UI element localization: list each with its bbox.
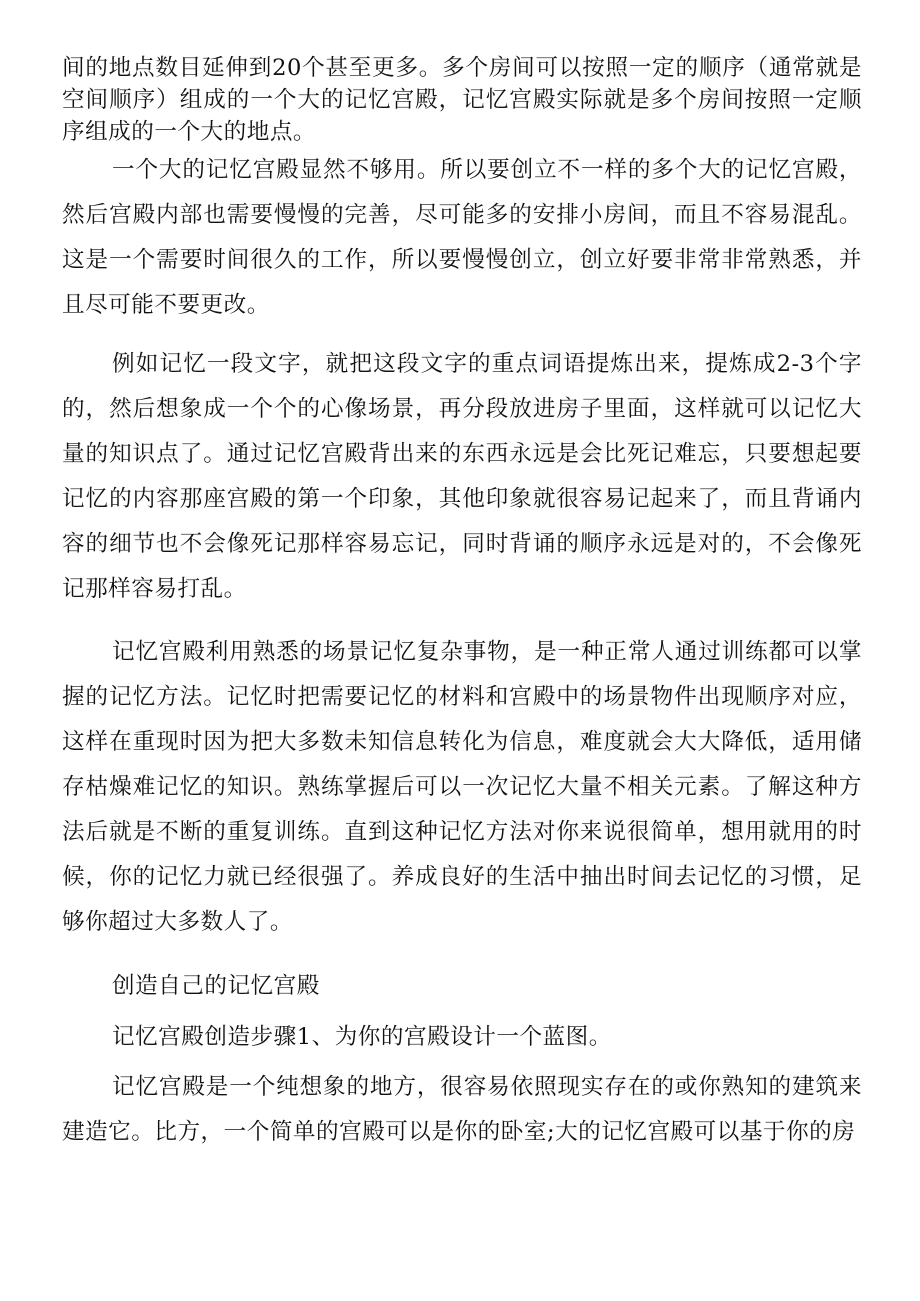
paragraph-palace-blueprint: 记忆宫殿是一个纯想象的地方，很容易依照现实存在的或你熟知的建筑来建造它。比方，一个简单的宫殿可以是你的卧室;大的记忆宫殿可以基于你的房 — [62, 1074, 862, 1145]
paragraph-room-sequence: 间的地点数目延伸到20个甚至更多。多个房间可以按照一定的顺序（通常就是空间顺序）组成的一个大的记忆宫殿，记忆宫殿实际就是多个房间按照一定顺序组成的一个大的地点。 — [62, 55, 862, 145]
paragraph-text-memorization: 例如记忆一段文字，就把这段文字的重点词语提炼出来，提炼成2-3个字的，然后想象成一个个的心像场景，再分段放进房子里面，这样就可以记忆大量的知识点了。通过记忆宫殿背出来的东西永远是会比死记难忘，只要想起要记忆的内容那座宫殿的第一个印象，其他印象就很容易记起来了，而且背诵内容的细节也不会像死记那样容易忘记，同时背诵的顺序永远是对的，不会像死记那样容易打乱。 — [62, 351, 862, 602]
paragraph-palace-method: 记忆宫殿利用熟悉的场景记忆复杂事物，是一种正常人通过训练都可以掌握的记忆方法。记忆时把需要记忆的材料和宫殿中的场景物件出现顺序对应，这样在重现时因为把大多数未知信息转化为信息，难度就会大大降低，适用储存枯燥难记忆的知识。熟练掌握后可以一次记忆大量不相关元素。了解这种方法后就是不断的重复训练。直到这种记忆方法对你来说很简单，想用就用的时候，你的记忆力就已经很强了。养成良好的生活中抽出时间去记忆的习惯，足够你超过大多数人了。 — [62, 639, 862, 935]
section-heading-create-palace: 创造自己的记忆宫殿 — [112, 973, 320, 999]
paragraph-multiple-palaces: 一个大的记忆宫殿显然不够用。所以要创立不一样的多个大的记忆宫殿，然后宫殿内部也需要慢慢的完善，尽可能多的安排小房间，而且不容易混乱。这是一个需要时间很久的工作，所以要慢慢创立，创立好要非常非常熟悉，并且尽可能不要更改。 — [62, 157, 862, 318]
step-1-heading: 记忆宫殿创造步骤1、为你的宫殿设计一个蓝图。 — [112, 1024, 612, 1050]
